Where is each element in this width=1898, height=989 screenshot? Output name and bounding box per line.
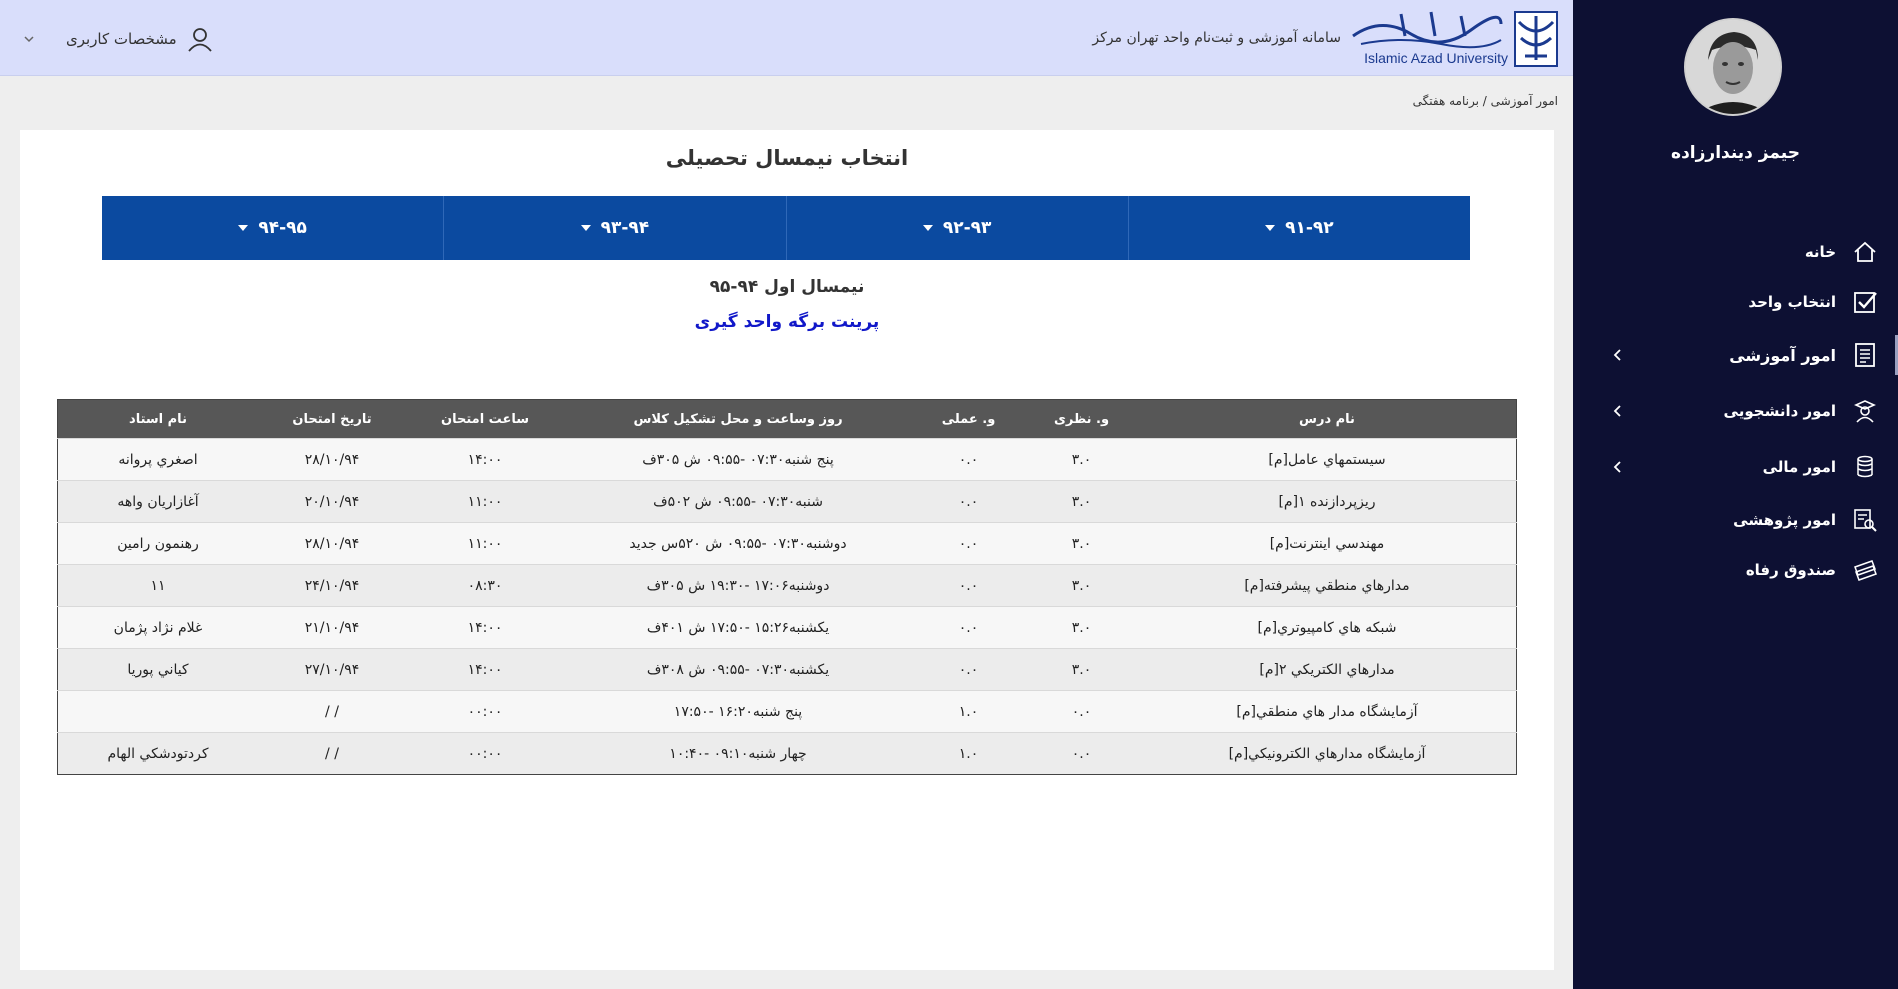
sidebar-item-research[interactable] — [1573, 495, 1898, 545]
table-cell: ۱.۰ — [912, 733, 1025, 775]
table-cell: ۱.۰ — [912, 691, 1025, 733]
person-icon — [187, 26, 213, 52]
table-cell: ۳.۰ — [1025, 565, 1138, 607]
table-cell: ۰.۰ — [912, 565, 1025, 607]
sidebar-item-label: انتخاب واحد — [1748, 293, 1836, 311]
university-name-en: Islamic Azad University — [1364, 50, 1508, 66]
system-title: سامانه آموزشی و ثبت‌نام واحد تهران مرکز — [1092, 30, 1341, 46]
chevron-left-icon — [1609, 402, 1627, 420]
table-cell: ۲۴/۱۰/۹۴ — [258, 565, 406, 607]
table-header-row — [58, 400, 1517, 439]
page-title: انتخاب نیمسال تحصیلی — [665, 146, 909, 170]
table-cell: مهندسي اينترنت[م] — [1138, 523, 1517, 565]
sidebar-nav — [1573, 227, 1898, 595]
table-cell: ريزپردازنده ۱[م] — [1138, 481, 1517, 523]
column-header: روز وساعت و محل تشکیل کلاس — [564, 400, 912, 439]
sidebar-item-label: صندوق رفاه — [1745, 561, 1836, 579]
table-cell: كياني پوريا — [58, 649, 259, 691]
column-header: نام درس — [1138, 400, 1517, 439]
table-cell: آزمايشگاه مدار هاي منطقي[م] — [1138, 691, 1517, 733]
table-cell: ۰۰:۰۰ — [406, 691, 564, 733]
table-cell: مدارهاي الكتريكي ۲[م] — [1138, 649, 1517, 691]
table-row — [58, 733, 1517, 775]
table-cell: ۲۰/۱۰/۹۴ — [258, 481, 406, 523]
column-header: ساعت امتحان — [406, 400, 564, 439]
table-row — [58, 523, 1517, 565]
sidebar-item-student-affairs[interactable] — [1573, 383, 1898, 439]
column-header: و. عملی — [912, 400, 1025, 439]
year-tab-93-94[interactable]: ۹۳-۹۴ — [443, 196, 785, 260]
table-row — [58, 565, 1517, 607]
avatar-photo — [1686, 20, 1780, 114]
table-cell: ۳.۰ — [1025, 649, 1138, 691]
table-cell: ۳.۰ — [1025, 439, 1138, 481]
chevron-left-icon — [1609, 346, 1627, 364]
caret-down-icon — [1265, 225, 1275, 231]
table-row — [58, 691, 1517, 733]
sidebar-item-finance[interactable] — [1573, 439, 1898, 495]
sidebar-item-course-selection[interactable] — [1573, 277, 1898, 327]
table-cell: يکشنبه۰۷:۳۰ -۰۹:۵۵ ش ۳۰۸ف — [564, 649, 912, 691]
table-cell: رهنمون رامين — [58, 523, 259, 565]
year-selector — [102, 196, 1470, 260]
table-cell: ۱۴:۰۰ — [406, 649, 564, 691]
sidebar — [1573, 0, 1898, 989]
year-tab-91-92[interactable]: ۹۱-۹۲ — [1128, 196, 1470, 260]
table-cell: غلام نژاد پژمان — [58, 607, 259, 649]
sidebar-item-welfare-fund[interactable] — [1573, 545, 1898, 595]
table-cell: ۱۴:۰۰ — [406, 607, 564, 649]
sidebar-item-label: امور آموزشی — [1729, 345, 1836, 365]
table-cell: ۱۱:۰۰ — [406, 481, 564, 523]
table-cell: ۲۸/۱۰/۹۴ — [258, 439, 406, 481]
table-cell: ۰.۰ — [1025, 733, 1138, 775]
table-cell: ۰.۰ — [912, 481, 1025, 523]
table-cell: ۳.۰ — [1025, 523, 1138, 565]
year-tab-92-93[interactable]: ۹۲-۹۳ — [786, 196, 1128, 260]
course-table — [57, 399, 1517, 775]
table-cell: سيستمهاي عامل[م] — [1138, 439, 1517, 481]
table-cell: چهار شنبه۰۹:۱۰ -۱۰:۴۰ — [564, 733, 912, 775]
checkbox-icon — [1850, 287, 1880, 317]
table-cell: ۰.۰ — [912, 607, 1025, 649]
username: جیمز دیندارزاده — [1671, 143, 1800, 163]
table-cell: كردتودشكي الهام — [58, 733, 259, 775]
table-cell: شنبه۰۷:۳۰ -۰۹:۵۵ ش ۵۰۲ف — [564, 481, 912, 523]
table-cell: دوشنبه۰۷:۳۰ -۰۹:۵۵ ش ۵۲۰س جدید — [564, 523, 912, 565]
table-cell: ۰۸:۳۰ — [406, 565, 564, 607]
sidebar-item-label: امور پژوهشی — [1733, 511, 1836, 529]
table-cell: پنج شنبه۱۶:۲۰ -۱۷:۵۰ — [564, 691, 912, 733]
caret-down-icon — [581, 225, 591, 231]
table-cell: ۰.۰ — [912, 649, 1025, 691]
table-cell: ۳.۰ — [1025, 607, 1138, 649]
sidebar-item-label: خانه — [1804, 243, 1836, 261]
table-cell: يکشنبه۱۵:۲۶ -۱۷:۵۰ ش ۴۰۱ف — [564, 607, 912, 649]
user-menu[interactable] — [22, 26, 213, 52]
caret-down-icon — [923, 225, 933, 231]
table-cell: / / — [258, 733, 406, 775]
table-row — [58, 649, 1517, 691]
table-cell: مدارهاي منطقي پيشرفته[م] — [1138, 565, 1517, 607]
table-row — [58, 439, 1517, 481]
table-cell: ۱۱ — [58, 565, 259, 607]
sidebar-item-education[interactable] — [1573, 327, 1898, 383]
year-tab-94-95[interactable]: ۹۴-۹۵ — [102, 196, 443, 260]
table-cell: ۰.۰ — [912, 523, 1025, 565]
semester-title: نیمسال اول ۹۴-۹۵ — [709, 277, 865, 297]
research-icon — [1850, 505, 1880, 535]
table-cell: ۳.۰ — [1025, 481, 1138, 523]
caret-down-icon — [238, 225, 248, 231]
list-icon — [1850, 340, 1880, 370]
table-cell: ۰۰:۰۰ — [406, 733, 564, 775]
column-header: تاریخ امتحان — [258, 400, 406, 439]
table-cell: آزمايشگاه مدارهاي الكترونيكي[م] — [1138, 733, 1517, 775]
main-panel — [20, 130, 1554, 970]
table-cell: پنج شنبه۰۷:۳۰ -۰۹:۵۵ ش ۳۰۵ف — [564, 439, 912, 481]
sidebar-item-home[interactable] — [1573, 227, 1898, 277]
home-icon — [1850, 237, 1880, 267]
chevron-left-icon — [1609, 458, 1627, 476]
table-cell: دوشنبه۱۷:۰۶ -۱۹:۳۰ ش ۳۰۵ف — [564, 565, 912, 607]
column-header: نام استاد — [58, 400, 259, 439]
column-header: و. نظری — [1025, 400, 1138, 439]
table-cell: ۰.۰ — [912, 439, 1025, 481]
table-row — [58, 481, 1517, 523]
table-cell — [58, 691, 259, 733]
table-cell: ۰.۰ — [1025, 691, 1138, 733]
table-cell: آغازاريان واهه — [58, 481, 259, 523]
print-link[interactable]: پرینت برگه واحد گیری — [694, 312, 880, 332]
student-icon — [1850, 396, 1880, 426]
sidebar-item-label: امور مالی — [1762, 458, 1836, 476]
top-bar — [0, 0, 1573, 76]
table-cell: / / — [258, 691, 406, 733]
table-cell: اصغري پروانه — [58, 439, 259, 481]
coins-icon — [1850, 452, 1880, 482]
table-cell: ۱۴:۰۰ — [406, 439, 564, 481]
table-cell: ۲۱/۱۰/۹۴ — [258, 607, 406, 649]
table-cell: ۱۱:۰۰ — [406, 523, 564, 565]
avatar[interactable] — [1684, 18, 1782, 116]
chevron-down-icon[interactable] — [22, 32, 36, 46]
table-cell: شبكه هاي كامپيوتري[م] — [1138, 607, 1517, 649]
breadcrumb[interactable]: امور آموزشی / برنامه هفتگی — [1412, 94, 1558, 108]
sidebar-item-label: امور دانشجویی — [1723, 402, 1836, 420]
cards-icon — [1850, 555, 1880, 585]
user-menu-label: مشخصات کاربری — [66, 30, 177, 48]
table-cell: ۲۷/۱۰/۹۴ — [258, 649, 406, 691]
table-row — [58, 607, 1517, 649]
table-cell: ۲۸/۱۰/۹۴ — [258, 523, 406, 565]
